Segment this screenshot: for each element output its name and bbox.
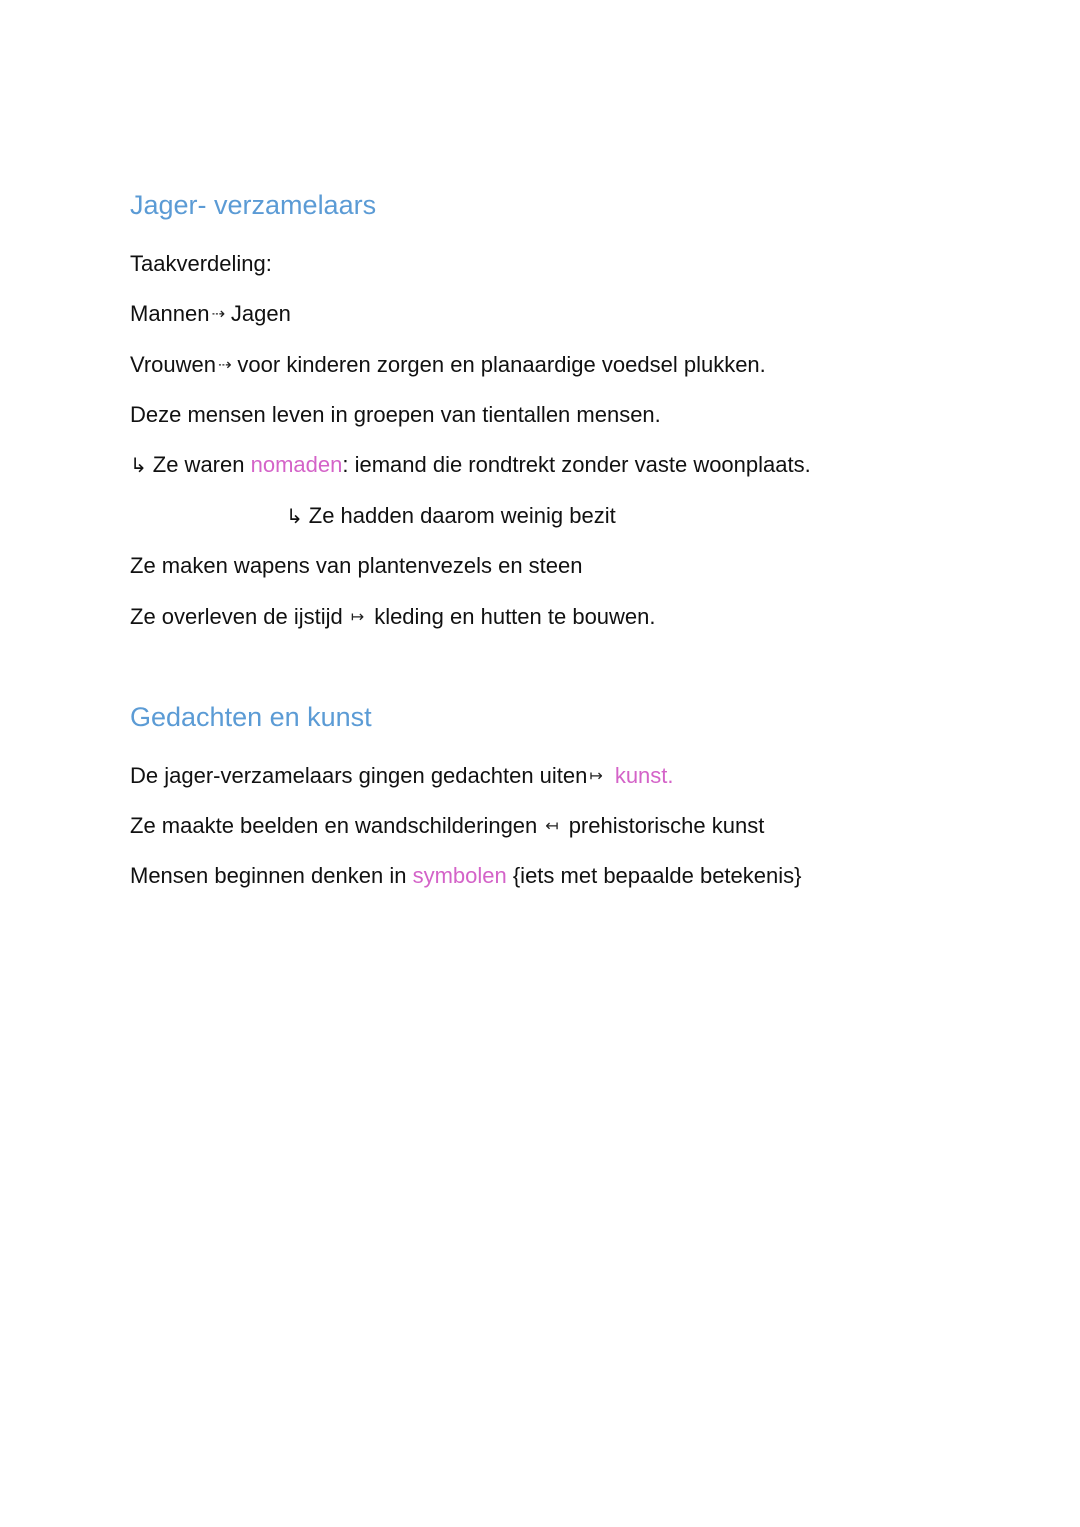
dashed-arrow-icon: ⇢ bbox=[211, 306, 225, 323]
symbolen-pre: Mensen beginnen denken in bbox=[130, 863, 413, 888]
beelden-post: prehistorische kunst bbox=[568, 813, 765, 838]
hook-arrow-icon: ↳ bbox=[286, 506, 303, 528]
nomaden-pre: Ze waren bbox=[152, 452, 251, 477]
dashed-arrow-icon: ⇢ bbox=[218, 357, 232, 374]
nomaden-definition: : iemand die rondtrekt zonder vaste woonplaats. bbox=[342, 452, 811, 477]
maps-to-arrow-icon: ↦ bbox=[350, 609, 365, 626]
symbolen-line bbox=[130, 862, 801, 890]
vrouwen-label: Vrouwen bbox=[130, 352, 217, 377]
nomaden-line bbox=[130, 451, 811, 480]
bezit-line bbox=[286, 502, 616, 531]
bezit-text: Ze hadden daarom weinig bezit bbox=[308, 503, 616, 528]
kunst-pre: De jager-verzamelaars gingen gedachten uiten bbox=[130, 763, 588, 788]
ijstijd-post: kleding en hutten te bouwen. bbox=[374, 604, 656, 629]
mannen-text: Jagen bbox=[230, 301, 291, 326]
maps-to-arrow-icon: ↦ bbox=[589, 768, 603, 785]
maps-from-arrow-icon: ↤ bbox=[545, 818, 559, 835]
taakverdeling-label: Taakverdeling: bbox=[130, 251, 272, 276]
section-title-gedachten-en-kunst: Gedachten en kunst bbox=[130, 702, 372, 732]
vrouwen-text: voor kinderen zorgen en planaardige voedsel plukken. bbox=[237, 352, 766, 377]
kunst-line bbox=[130, 762, 674, 793]
vrouwen-line bbox=[130, 351, 766, 382]
wapens-line: Ze maken wapens van plantenvezels en steen bbox=[130, 553, 583, 578]
groepen-line: Deze mensen leven in groepen van tientallen mensen. bbox=[130, 402, 661, 427]
ijstijd-line bbox=[130, 603, 656, 634]
ijstijd-pre: Ze overleven de ijstijd bbox=[130, 604, 343, 629]
kunst-term: kunst. bbox=[614, 763, 674, 788]
beelden-pre: Ze maakte beelden en wandschilderingen bbox=[130, 813, 538, 838]
mannen-line bbox=[130, 300, 291, 331]
beelden-line bbox=[130, 812, 764, 843]
symbolen-post: {iets met bepaalde betekenis} bbox=[506, 863, 802, 888]
section-title-jager-verzamelaars: Jager- verzamelaars bbox=[130, 190, 377, 220]
mannen-label: Mannen bbox=[130, 301, 210, 326]
nomaden-term: nomaden bbox=[250, 452, 343, 477]
hook-arrow-icon: ↳ bbox=[130, 455, 147, 477]
symbolen-term: symbolen bbox=[412, 863, 507, 888]
